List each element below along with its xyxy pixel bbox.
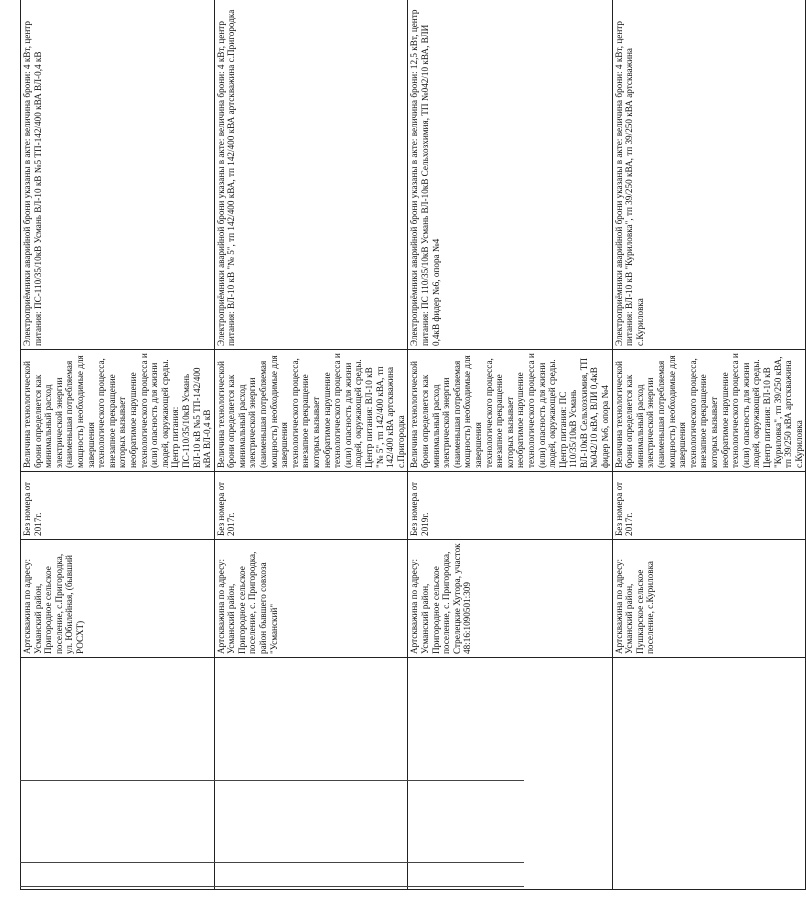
empty-cell [612, 658, 806, 890]
document-cell: Без номера от 2019г. [408, 472, 612, 540]
basis-cell: Величина технологической брони определяется как минимальный расход электрической энергии (наименьшая потребляемая мощность) необходимые для завершения технологического процесса, внезапное прекращение которых вызывает необратимое нарушение технологического процесса и (или) опасность для жизни людей, окружающей среды. Центр питания: ВЛ-10 кВ "№ 5", тп 142/400 кВА, тп 142/400 кВА артскважина с.Пригородка [214, 350, 408, 472]
rotated-table-page [20, 0, 804, 890]
divider-line [20, 780, 524, 781]
table-row [612, 0, 806, 890]
empty-cell [21, 658, 215, 890]
values-cell: Электроприёмники аварийной брони указаны в акте: величина брони: 4 кВт, центр питания: ВЛ-10 кВ "№ 5", тп 142/400 кВА, тп 142/400 кВА артскважина с.Пригородка [214, 0, 408, 350]
address-cell: Артскважина по адресу: Усманский район, Пригородное сельское поселение, с.Пригородка, ул. Юбилейная, (бывший РОСХТ) [21, 540, 215, 658]
document-cell: Без номера от 2017г. [612, 472, 806, 540]
address-cell: Артскважина по адресу: Усманский район, Пригородное сельское поселение, с. Пригородка, Стрелецкие Хутора, участок 48:16:1090501:309 [408, 540, 612, 658]
values-cell: Электроприёмники аварийной брони указаны в акте: величина брони: 4 кВт, центр питания: ПС-110/35/10кВ Усмань ВЛ-10 кВ №5 ТП-142/400 кВА ВЛ-0,4 кВ [21, 0, 215, 350]
address-cell: Артскважина по адресу: Усманский район, Пушкарское сельское поселение, с.Куриловка [612, 540, 806, 658]
document-cell: Без номера от 2017г. [21, 472, 215, 540]
document-cell: Без номера от 2017г. [214, 472, 408, 540]
basis-cell: Величина технологической брони определяется как минимальный расход электрической энергии (наименьшая потребляемая мощность) необходимые для завершения технологического процесса, внезапное прекращение которых вызывает необратимое нарушение технологического процесса и (или) опасность для жизни людей, окружающей среды. Центр питания: ВЛ-10 кВ "Куриловка", тп 39/250 кВА, тп 39/250 кВА артскважина с.Куриловка [612, 350, 806, 472]
divider-line [20, 862, 524, 863]
values-cell: Электроприёмники аварийной брони указаны в акте: величина брони: 4 кВт, центр питания: ВЛ-10 кВ "Куриловка", тп 39/250 кВА, тп 39/250 кВА артскважина с.Куриловка [612, 0, 806, 350]
table-row [214, 0, 408, 890]
table-row [408, 0, 612, 890]
empty-cell [214, 658, 408, 890]
table-row [21, 0, 215, 890]
values-cell: Электроприёмники аварийной брони указаны в акте: величина брони: 12,5 кВт, центр питания: ПС 110/35/10кВ Усмань ВЛ-10кВ Сельхозхимия, ТП №042/10 кВА, ВЛИ 0,4кВ фидер №6, опора №4 [408, 0, 612, 350]
basis-cell: Величина технологической брони определяется как минимальный расход электрической энергии (наименьшая потребляемая мощность) необходимые для завершения технологического процесса, внезапное прекращение которых вызывает необратимое нарушение технологического процесса и (или) опасность для жизни людей, окружающей среды. Центр питания: ПС-110/35/10кВ Усмань ВЛ-10 кВ №5 ТП-142/400 кВА ВЛ-0,4 кВ [21, 350, 215, 472]
empty-cell [408, 658, 612, 890]
emergency-reserve-table [20, 0, 806, 890]
address-cell: Артскважина по адресу: Усманский район, Пригородное сельское поселение, с. Пригородка, район бывшего совхоза "Усманский" [214, 540, 408, 658]
divider-line [20, 886, 524, 887]
basis-cell: Величина технологической брони определяется как минимальный расход электрической энергии (наименьшая потребляемая мощность) необходимые для завершения технологического процесса, внезапное прекращение которых вызывает необратимое нарушение технологического процесса и (или) опасность для жизни людей, окружающей среды. Центр питания: ПС 110/35/10кВ Усмань ВЛ-10кВ Сельхозхимия, ТП №042/10 кВА, ВЛИ 0,4кВ фидер №6, опора №4 [408, 350, 612, 472]
